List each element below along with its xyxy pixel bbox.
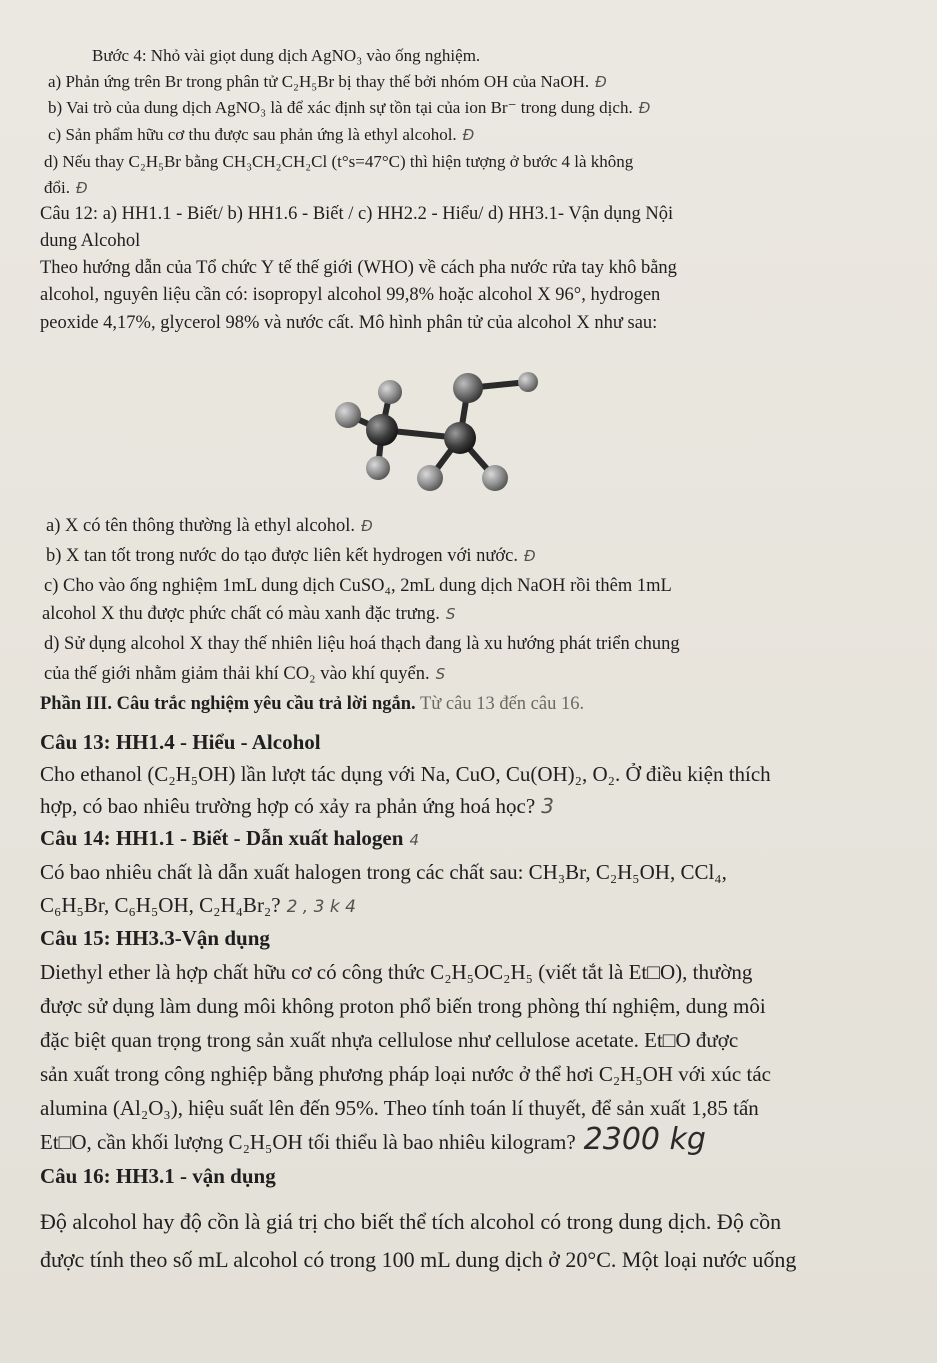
- q12-statement-a: a) X có tên thông thường là ethyl alcohol. Đ: [46, 516, 373, 536]
- q15-body-6: Et□O, cần khối lượng C₂H₅OH tối thiểu là bao nhiêu kilogram? 2300 kg: [40, 1122, 706, 1157]
- handwritten-answer: Đ: [361, 517, 373, 535]
- q16-body-1: Độ alcohol hay độ cồn là giá trị cho biết thể tích alcohol có trong dung dịch. Độ cồn: [40, 1209, 782, 1234]
- q14-body-1: Có bao nhiêu chất là dẫn xuất halogen trong các chất sau: CH₃Br, C₂H₅OH, CCl₄,: [40, 860, 727, 884]
- handwritten-answer: S: [435, 665, 446, 683]
- part-3-heading: Phần III. Câu trắc nghiệm yêu cầu trả lời ngắn. Từ câu 13 đến câu 16.: [40, 694, 585, 714]
- q12-statement-d: d) Sử dụng alcohol X thay thế nhiên liệu hoá thạch đang là xu hướng phát triển chung: [44, 634, 680, 654]
- statement-d: d) Nếu thay C₂H₅Br bằng CH₃CH₂CH₂Cl (t°s=47°C) thì hiện tượng ở bước 4 là không: [44, 152, 634, 171]
- statement-d-cont: đổi. Đ: [44, 178, 88, 197]
- statement-c: c) Sản phẩm hữu cơ thu được sau phản ứng là ethyl alcohol. Đ: [48, 125, 475, 144]
- hydrogen-atom: [366, 456, 390, 480]
- carbon-atom: [444, 422, 476, 454]
- statement-b: b) Vai trò của dung dịch AgNO₃ là để xác định sự tồn tại của ion Br⁻ trong dung dịch. Đ: [48, 98, 651, 117]
- hydrogen-atom: [518, 372, 538, 392]
- q15-body-3: đặc biệt quan trọng trong sản xuất nhựa cellulose như cellulose acetate. Et□O được: [40, 1028, 739, 1052]
- question-12-heading: Câu 12: a) HH1.1 - Biết/ b) HH1.6 - Biết / c) HH2.2 - Hiểu/ d) HH3.1- Vận dụng Nội: [40, 204, 674, 224]
- handwritten-answer: S: [445, 605, 456, 623]
- handwritten-answer: Đ: [638, 99, 651, 117]
- question-15-heading: Câu 15: HH3.3-Vận dụng: [40, 926, 270, 950]
- q15-body-2: được sử dụng làm dung môi không proton phổ biến trong phòng thí nghiệm, dung môi: [40, 994, 766, 1018]
- q12-statement-c: c) Cho vào ống nghiệm 1mL dung dịch CuSO₄, 2mL dung dịch NaOH rồi thêm 1mL: [44, 576, 672, 596]
- statement-a: a) Phản ứng trên Br trong phân tử C₂H₅Br bị thay thế bởi nhóm OH của NaOH. Đ: [48, 72, 607, 91]
- q16-body-2: được tính theo số mL alcohol có trong 100 mL dung dịch ở 20°C. Một loại nước uống: [40, 1247, 797, 1272]
- question-14-heading: Câu 14: HH1.1 - Biết - Dẫn xuất halogen 4: [40, 826, 419, 850]
- oxygen-atom: [453, 373, 483, 403]
- handwritten-answer: Đ: [462, 126, 475, 144]
- q13-body-1: Cho ethanol (C₂H₅OH) lần lượt tác dụng với Na, CuO, Cu(OH)₂, O₂. Ở điều kiện thích: [40, 762, 771, 786]
- handwritten-answer: Đ: [524, 547, 536, 565]
- q15-body-5: alumina (Al₂O₃), hiệu suất lên đến 95%. Theo tính toán lí thuyết, để sản xuất 1,85 tấn: [40, 1096, 759, 1120]
- q12-body-3: peoxide 4,17%, glycerol 98% và nước cất. Mô hình phân tử của alcohol X như sau:: [40, 313, 658, 333]
- q13-body-2: hợp, có bao nhiêu trường hợp có xảy ra phản ứng hoá học? 3: [40, 794, 554, 818]
- hydrogen-atom: [482, 465, 508, 491]
- step-4-line: Bước 4: Nhỏ vài giọt dung dịch AgNO₃ vào ống nghiệm.: [92, 46, 481, 65]
- hydrogen-atom: [378, 380, 402, 404]
- question-13-heading: Câu 13: HH1.4 - Hiểu - Alcohol: [40, 730, 321, 754]
- handwritten-answer: 2 , 3 k 4: [286, 897, 356, 917]
- q12-statement-c-cont: alcohol X thu được phức chất có màu xanh đặc trưng. S: [42, 604, 456, 624]
- hydrogen-atom: [417, 465, 443, 491]
- question-12-topic: dung Alcohol: [40, 231, 141, 251]
- handwritten-answer: Đ: [595, 73, 607, 91]
- q14-body-2: C₆H₅Br, C₆H₅OH, C₂H₄Br₂? 2 , 3 k 4: [40, 893, 356, 917]
- q12-statement-d-cont: của thế giới nhằm giảm thải khí CO₂ vào khí quyển. S: [44, 664, 446, 684]
- ethanol-molecule-model: [310, 360, 570, 510]
- q12-body-2: alcohol, nguyên liệu cần có: isopropyl alcohol 99,8% hoặc alcohol X 96°, hydrogen: [40, 285, 661, 305]
- hydrogen-atom: [335, 402, 361, 428]
- q12-statement-b: b) X tan tốt trong nước do tạo được liên kết hydrogen với nước. Đ: [46, 546, 536, 566]
- question-16-heading: Câu 16: HH3.1 - vận dụng: [40, 1164, 276, 1188]
- handwritten-answer: 3: [541, 794, 554, 818]
- q12-body-1: Theo hướng dẫn của Tổ chức Y tế thế giới (WHO) về cách pha nước rửa tay khô bằng: [40, 258, 677, 278]
- q15-body-4: sản xuất trong công nghiệp bằng phương pháp loại nước ở thể hơi C₂H₅OH với xúc tác: [40, 1062, 771, 1086]
- handwritten-answer: Đ: [75, 179, 88, 197]
- q15-body-1: Diethyl ether là hợp chất hữu cơ có công thức C₂H₅OC₂H₅ (viết tắt là Et□O), thường: [40, 960, 753, 984]
- carbon-atom: [366, 414, 398, 446]
- handwritten-answer: 4: [409, 831, 419, 849]
- handwritten-answer: 2300 kg: [583, 1122, 706, 1157]
